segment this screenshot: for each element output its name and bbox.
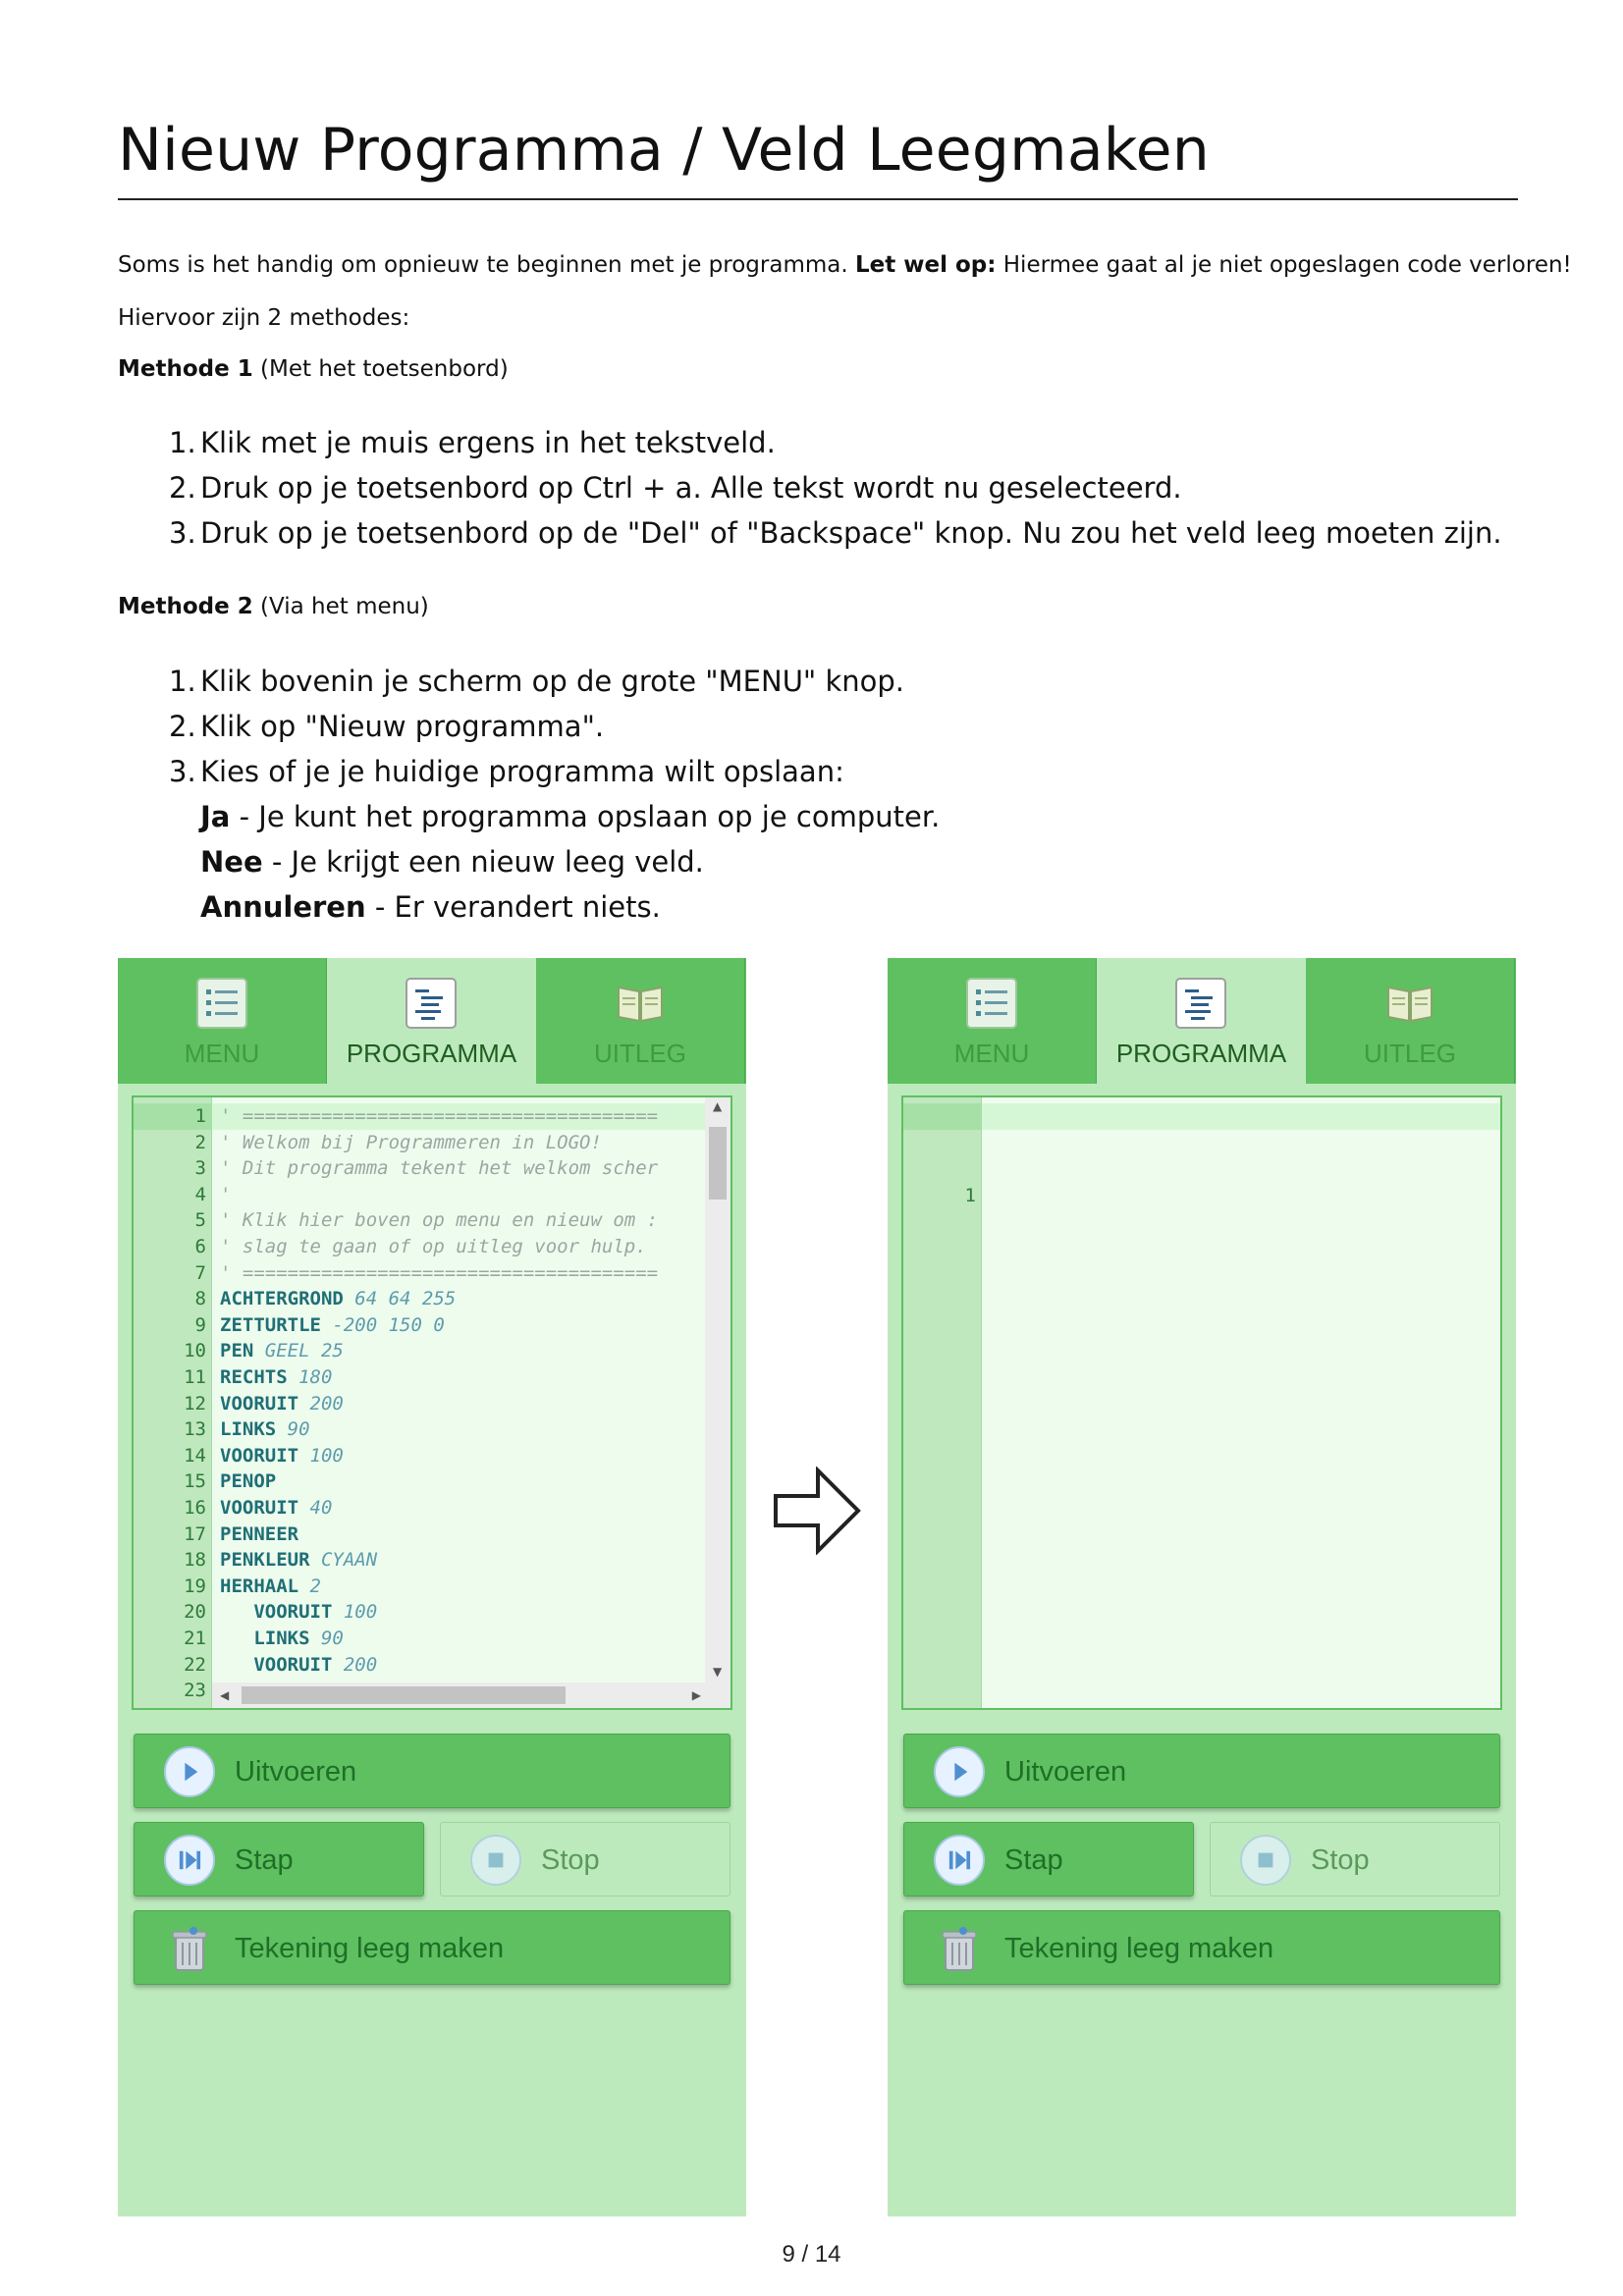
tab-programma[interactable]: PROGRAMMA [327, 958, 536, 1084]
code-line [134, 1522, 730, 1548]
step-icon [934, 1835, 985, 1886]
clear-drawing-button[interactable]: Tekening leeg maken [134, 1910, 730, 1985]
code-text: LINKS 90 [220, 1418, 310, 1441]
code-line [134, 1599, 730, 1626]
code-text: VOORUIT 200 [220, 1392, 344, 1415]
stop-button[interactable]: Stop [1210, 1822, 1500, 1896]
line-number: 11 [184, 1366, 206, 1388]
stop-icon [1240, 1835, 1291, 1886]
code-text: VOORUIT 100 [253, 1601, 378, 1624]
scroll-up-icon[interactable]: ▲ [713, 1099, 723, 1113]
code-line [134, 1286, 730, 1312]
code-text: ' ===================================== [220, 1105, 659, 1127]
code-line [134, 1416, 730, 1443]
line-number: 13 [184, 1418, 206, 1441]
code-text: ' ===================================== [220, 1261, 659, 1284]
option-annuleren: Annuleren - Er verandert niets. [200, 890, 661, 924]
list-item: 3. Druk op je toetsenbord op de "Del" of "Backspace" knop. Nu zou het veld leeg moeten zijn. [169, 516, 1502, 550]
code-icon [406, 978, 457, 1029]
line-number: 8 [194, 1288, 206, 1310]
list-item: 2. Druk op je toetsenbord op Ctrl + a. Alle tekst wordt nu geselecteerd. [169, 471, 1182, 505]
line-number: 5 [194, 1209, 206, 1232]
run-button[interactable]: Uitvoeren [903, 1734, 1500, 1808]
step-icon [164, 1835, 215, 1886]
tab-menu[interactable]: MENU [888, 958, 1097, 1084]
code-line [134, 1547, 730, 1574]
code-text: PENOP [220, 1470, 277, 1493]
scroll-thumb[interactable] [709, 1127, 727, 1200]
scroll-thumb[interactable] [242, 1686, 566, 1704]
vertical-scrollbar[interactable] [705, 1097, 730, 1708]
code-line [134, 1495, 730, 1522]
arrow-right-icon [774, 1467, 862, 1555]
list-item: 3. Kies of je je huidige programma wilt opslaan: [169, 755, 844, 788]
scroll-down-icon[interactable]: ▼ [713, 1665, 723, 1679]
code-line [903, 1103, 1500, 1206]
list-item: 1. Klik met je muis ergens in het tekstveld. [169, 426, 776, 459]
code-editor[interactable] [901, 1095, 1502, 1710]
code-line [134, 1207, 730, 1234]
code-line [134, 1234, 730, 1260]
code-line [134, 1130, 730, 1156]
method2-steps [169, 659, 940, 930]
code-icon [1175, 978, 1226, 1029]
code-line [134, 1626, 730, 1652]
code-line [134, 1260, 730, 1287]
option-nee: Nee - Je krijgt een nieuw leeg veld. [200, 845, 704, 879]
line-number: 4 [194, 1183, 206, 1205]
line-number: 1 [964, 1185, 976, 1206]
tab-programma[interactable]: PROGRAMMA [1097, 958, 1306, 1084]
code-text: LINKS 90 [253, 1628, 344, 1649]
code-line [134, 1364, 730, 1391]
methods-intro: Hiervoor zijn 2 methodes: [118, 305, 410, 331]
code-text: ' Dit programma tekent het welkom scher [220, 1157, 659, 1180]
code-text: ZETTURTLE -200 150 0 [220, 1313, 445, 1336]
code-line [134, 1155, 730, 1182]
page-number: 9 / 14 [782, 2241, 841, 2268]
title-divider [118, 198, 1518, 200]
line-number: 2 [194, 1131, 206, 1153]
method2-heading: Methode 2 (Via het menu) [118, 594, 429, 619]
tab-uitleg[interactable]: UITLEG [536, 958, 745, 1084]
horizontal-scrollbar[interactable] [212, 1682, 709, 1708]
step-button[interactable]: Stap [134, 1822, 424, 1896]
line-number: 6 [194, 1236, 206, 1257]
code-editor[interactable] [132, 1095, 732, 1710]
code-text: ' slag te gaan of op uitleg voor hulp. [220, 1236, 647, 1257]
line-number: 7 [194, 1261, 206, 1284]
code-line [134, 1182, 730, 1208]
list-icon [966, 978, 1017, 1029]
code-text: ' Klik hier boven op menu en nieuw om : [220, 1209, 659, 1232]
code-text: PEN GEEL 25 [220, 1340, 344, 1362]
tab-bar [888, 958, 1516, 1084]
trash-icon [934, 1923, 985, 1974]
tab-bar [118, 958, 746, 1084]
method1-steps [169, 420, 1502, 556]
line-number: 19 [184, 1575, 206, 1597]
intro-paragraph: Soms is het handig om opnieuw te beginnen met je programma. Let wel op: Hiermee gaat al je niet opgeslagen code verloren! [118, 252, 1572, 278]
book-icon [1384, 978, 1435, 1029]
code-line [134, 1103, 730, 1130]
scroll-left-icon[interactable]: ◀ [220, 1688, 230, 1702]
line-number: 23 [184, 1680, 206, 1702]
stop-icon [470, 1835, 521, 1886]
line-number: 1 [194, 1105, 206, 1127]
line-number: 20 [184, 1601, 206, 1624]
code-line [134, 1652, 730, 1679]
line-number: 10 [184, 1340, 206, 1362]
line-number: 21 [184, 1628, 206, 1649]
line-number: 12 [184, 1392, 206, 1415]
code-text: ' [220, 1183, 232, 1205]
page-title: Nieuw Programma / Veld Leegmaken [118, 116, 1210, 185]
code-text: ' Welkom bij Programmeren in LOGO! [220, 1131, 602, 1153]
option-ja: Ja - Je kunt het programma opslaan op je computer. [200, 800, 941, 833]
app-panel-before [118, 958, 746, 2216]
line-number: 17 [184, 1522, 206, 1545]
list-item: 1. Klik bovenin je scherm op de grote "MENU" knop. [169, 665, 905, 698]
play-icon [164, 1746, 215, 1797]
method1-heading: Methode 1 (Met het toetsenbord) [118, 356, 509, 382]
code-text: VOORUIT 40 [220, 1497, 333, 1519]
code-text: VOORUIT 100 [220, 1444, 344, 1467]
code-text: VOORUIT 200 [253, 1653, 378, 1676]
line-number: 15 [184, 1470, 206, 1493]
code-line [134, 1443, 730, 1469]
app-panel-after [888, 958, 1516, 2216]
play-icon [934, 1746, 985, 1797]
code-line [134, 1312, 730, 1339]
book-icon [615, 978, 666, 1029]
line-number: 3 [194, 1157, 206, 1180]
code-text: PENNEER [220, 1522, 299, 1545]
list-item: 2. Klik op "Nieuw programma". [169, 710, 605, 743]
line-number: 22 [184, 1653, 206, 1676]
clear-drawing-button[interactable]: Tekening leeg maken [903, 1910, 1500, 1985]
code-text: RECHTS 180 [220, 1366, 333, 1388]
code-text: HERHAAL 2 [220, 1575, 321, 1597]
code-line [134, 1338, 730, 1364]
scroll-right-icon[interactable]: ▶ [691, 1688, 701, 1702]
tab-menu[interactable]: MENU [118, 958, 327, 1084]
run-button[interactable]: Uitvoeren [134, 1734, 730, 1808]
line-number: 14 [184, 1444, 206, 1467]
code-text: ACHTERGROND 64 64 255 [220, 1288, 457, 1310]
tab-uitleg[interactable]: UITLEG [1306, 958, 1515, 1084]
code-text: PENKLEUR CYAAN [220, 1549, 378, 1572]
step-button[interactable]: Stap [903, 1822, 1194, 1896]
line-number: 16 [184, 1497, 206, 1519]
trash-icon [164, 1923, 215, 1974]
line-number: 9 [194, 1313, 206, 1336]
warning-label: Let wel op: [854, 252, 997, 278]
line-number: 18 [184, 1549, 206, 1572]
code-line [134, 1574, 730, 1600]
list-icon [196, 978, 247, 1029]
code-line [134, 1391, 730, 1417]
stop-button[interactable]: Stop [440, 1822, 730, 1896]
code-line [134, 1468, 730, 1495]
